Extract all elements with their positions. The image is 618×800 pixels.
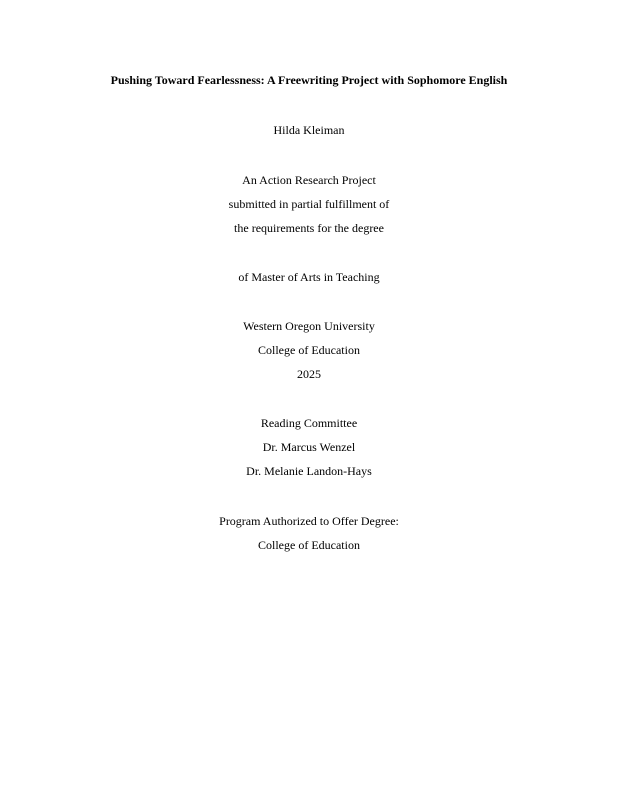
submission-year: 2025 (297, 367, 321, 381)
committee-heading: Reading Committee (260, 416, 358, 430)
submission-line-2: submitted in partial fulfillment of (228, 197, 390, 211)
submission-line-4: of Master of Arts in Teaching (238, 270, 380, 284)
program-value: College of Education (258, 538, 360, 552)
program-label: Program Authorized to Offer Degree: (219, 514, 399, 528)
university-name: Western Oregon University (243, 319, 375, 333)
college-name: College of Education (258, 343, 360, 357)
committee-member: Dr. Melanie Landon-Hays (246, 464, 372, 478)
submission-line-1: An Action Research Project (242, 173, 376, 187)
author-name: Hilda Kleiman (273, 123, 345, 137)
document-title: Pushing Toward Fearlessness: A Freewriting Project with Sophomore English (110, 73, 508, 87)
submission-line-3: the requirements for the degree (234, 221, 384, 235)
committee-member: Dr. Marcus Wenzel (262, 440, 356, 454)
